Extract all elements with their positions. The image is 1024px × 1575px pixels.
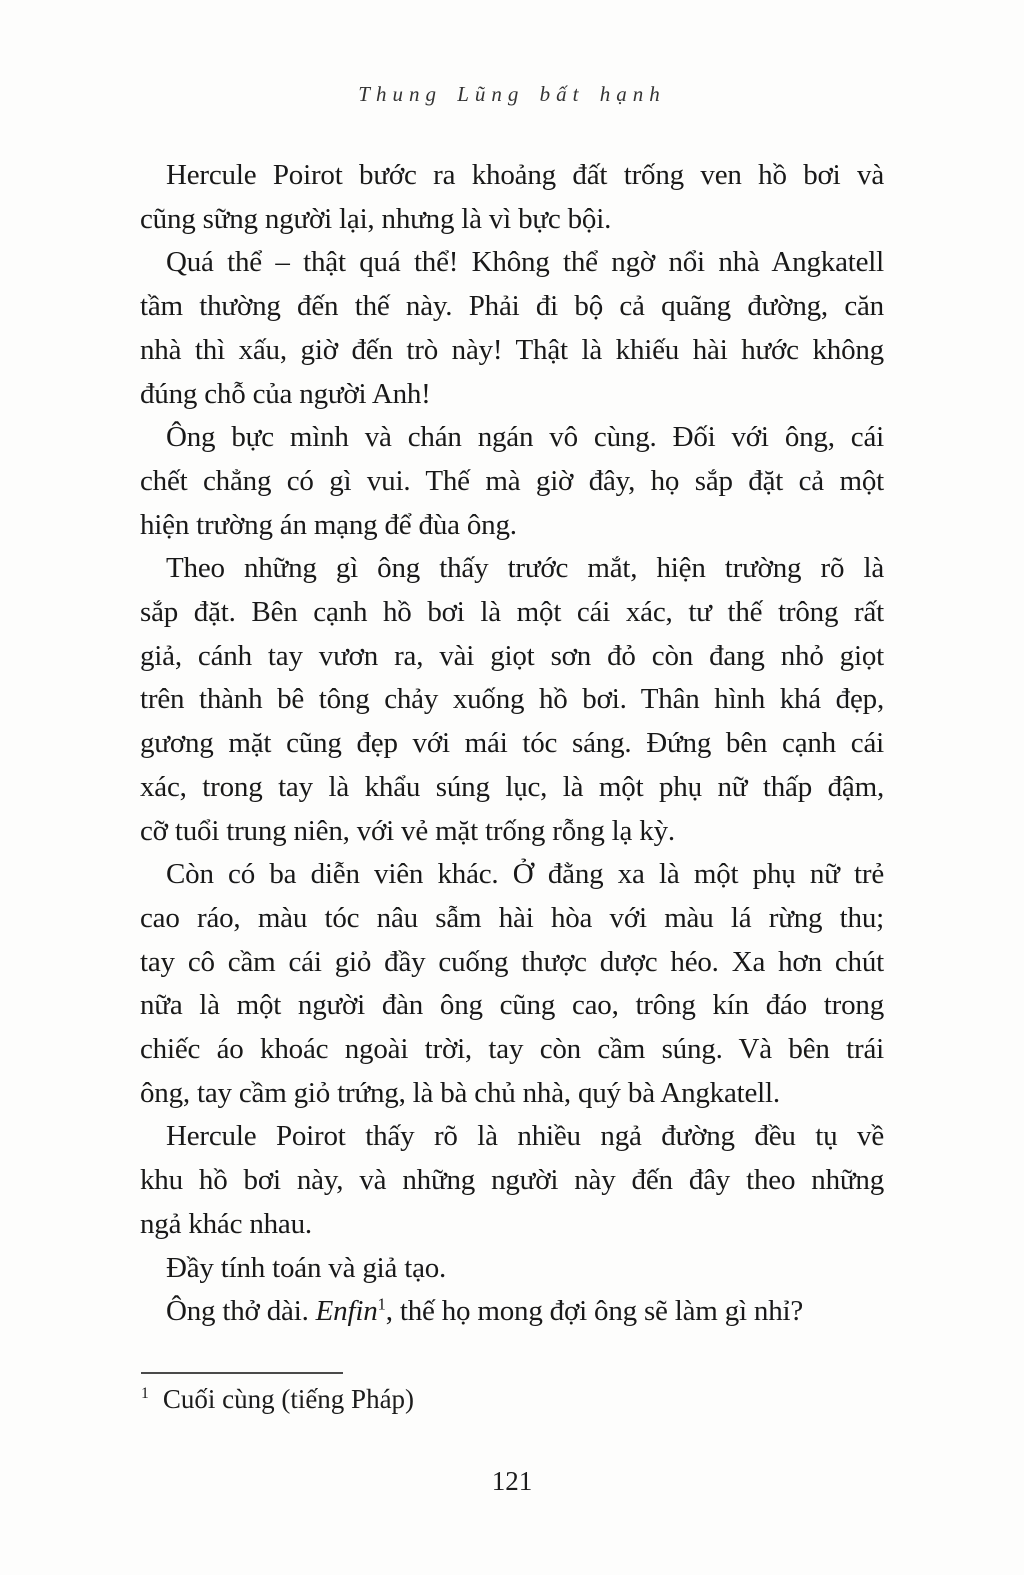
paragraph-line: gương mặt cũng đẹp với mái tóc sáng. Đứng bên cạnh cái — [140, 727, 884, 760]
paragraph-line: khu hồ bơi này, và những người này đến đây theo những — [140, 1164, 884, 1197]
page-number: 121 — [491, 1466, 533, 1496]
paragraph — [140, 1115, 884, 1246]
paragraph-line: sắp đặt. Bên cạnh hồ bơi là một cái xác, tư thế trông rất — [140, 596, 884, 629]
paragraph-line: nữa là một người đàn ông cũng cao, trông kín đáo trong — [140, 989, 884, 1022]
paragraph-line: Ông bực mình và chán ngán vô cùng. Đối với ông, cái — [166, 421, 884, 454]
paragraph-line: trên thành bê tông chảy xuống hồ bơi. Thân hình khá đẹp, — [140, 683, 884, 716]
paragraph — [140, 1290, 884, 1334]
paragraph-line: hiện trường án mạng để đùa ông. — [140, 508, 517, 541]
paragraph-line: chiếc áo khoác ngoài trời, tay còn cầm súng. Và bên trái — [140, 1033, 884, 1066]
paragraph-line: xác, trong tay là khẩu súng lục, là một phụ nữ thấp đậm, — [140, 770, 884, 803]
paragraph-line: tầm thường đến thế này. Phải đi bộ cả quãng đường, căn — [140, 290, 884, 323]
footnote-text: Cuối cùng (tiếng Pháp) — [162, 1384, 415, 1414]
paragraph-line: Theo những gì ông thấy trước mắt, hiện trường rõ là — [166, 552, 884, 585]
paragraph — [140, 547, 884, 853]
paragraph-line: ông, tay cầm giỏ trứng, là bà chủ nhà, quý bà Angkatell. — [140, 1076, 780, 1109]
paragraph-line: Quá thể – thật quá thể! Không thể ngờ nổi nhà Angkatell — [166, 246, 884, 279]
paragraph-line: Đầy tính toán và giả tạo. — [166, 1251, 447, 1284]
footnote-divider — [141, 1372, 343, 1374]
running-header-title: Thung Lũng bất hạnh — [358, 82, 666, 106]
paragraph-line: nhà thì xấu, giờ đến trò này! Thật là khiếu hài hước không — [140, 333, 884, 366]
paragraph-line: giả, cánh tay vươn ra, vài giọt sơn đỏ còn đang nhỏ giọt — [140, 639, 884, 672]
paragraph-line: ngả khác nhau. — [140, 1207, 312, 1240]
paragraph — [140, 154, 884, 241]
paragraph — [140, 416, 884, 547]
paragraph-line: Ông thở dài. Enfin$^1$, thế họ mong đợi ông sẽ làm gì nhỉ? — [166, 1294, 804, 1328]
paragraph-line: cao ráo, màu tóc nâu sẫm hài hòa với màu lá rừng thu; — [140, 901, 884, 934]
paragraph-line: Còn có ba diễn viên khác. Ở đằng xa là một phụ nữ trẻ — [166, 858, 884, 891]
paragraph-line: chết chẳng có gì vui. Thế mà giờ đây, họ sắp đặt cả một — [140, 464, 884, 497]
paragraph-line: cũng sững người lại, nhưng là vì bực bội. — [140, 202, 612, 235]
paragraph-line: cỡ tuổi trung niên, với vẻ mặt trống rỗng lạ kỳ. — [140, 814, 675, 847]
paragraph-line: đúng chỗ của người Anh! — [140, 377, 431, 410]
body-text — [140, 154, 884, 1334]
paragraph-line: Hercule Poirot bước ra khoảng đất trống ven hồ bơi và — [166, 159, 884, 191]
footnote — [141, 1379, 885, 1419]
footnote-marker: 1 — [141, 1385, 149, 1402]
paragraph-line: tay cô cầm cái giỏ đầy cuống thược dược héo. Xa hơn chút — [140, 945, 884, 978]
paragraph — [140, 853, 884, 1115]
paragraph-line: Hercule Poirot thấy rõ là nhiều ngả đường đều tụ về — [166, 1120, 884, 1153]
paragraph — [140, 1247, 884, 1291]
paragraph — [140, 241, 884, 416]
